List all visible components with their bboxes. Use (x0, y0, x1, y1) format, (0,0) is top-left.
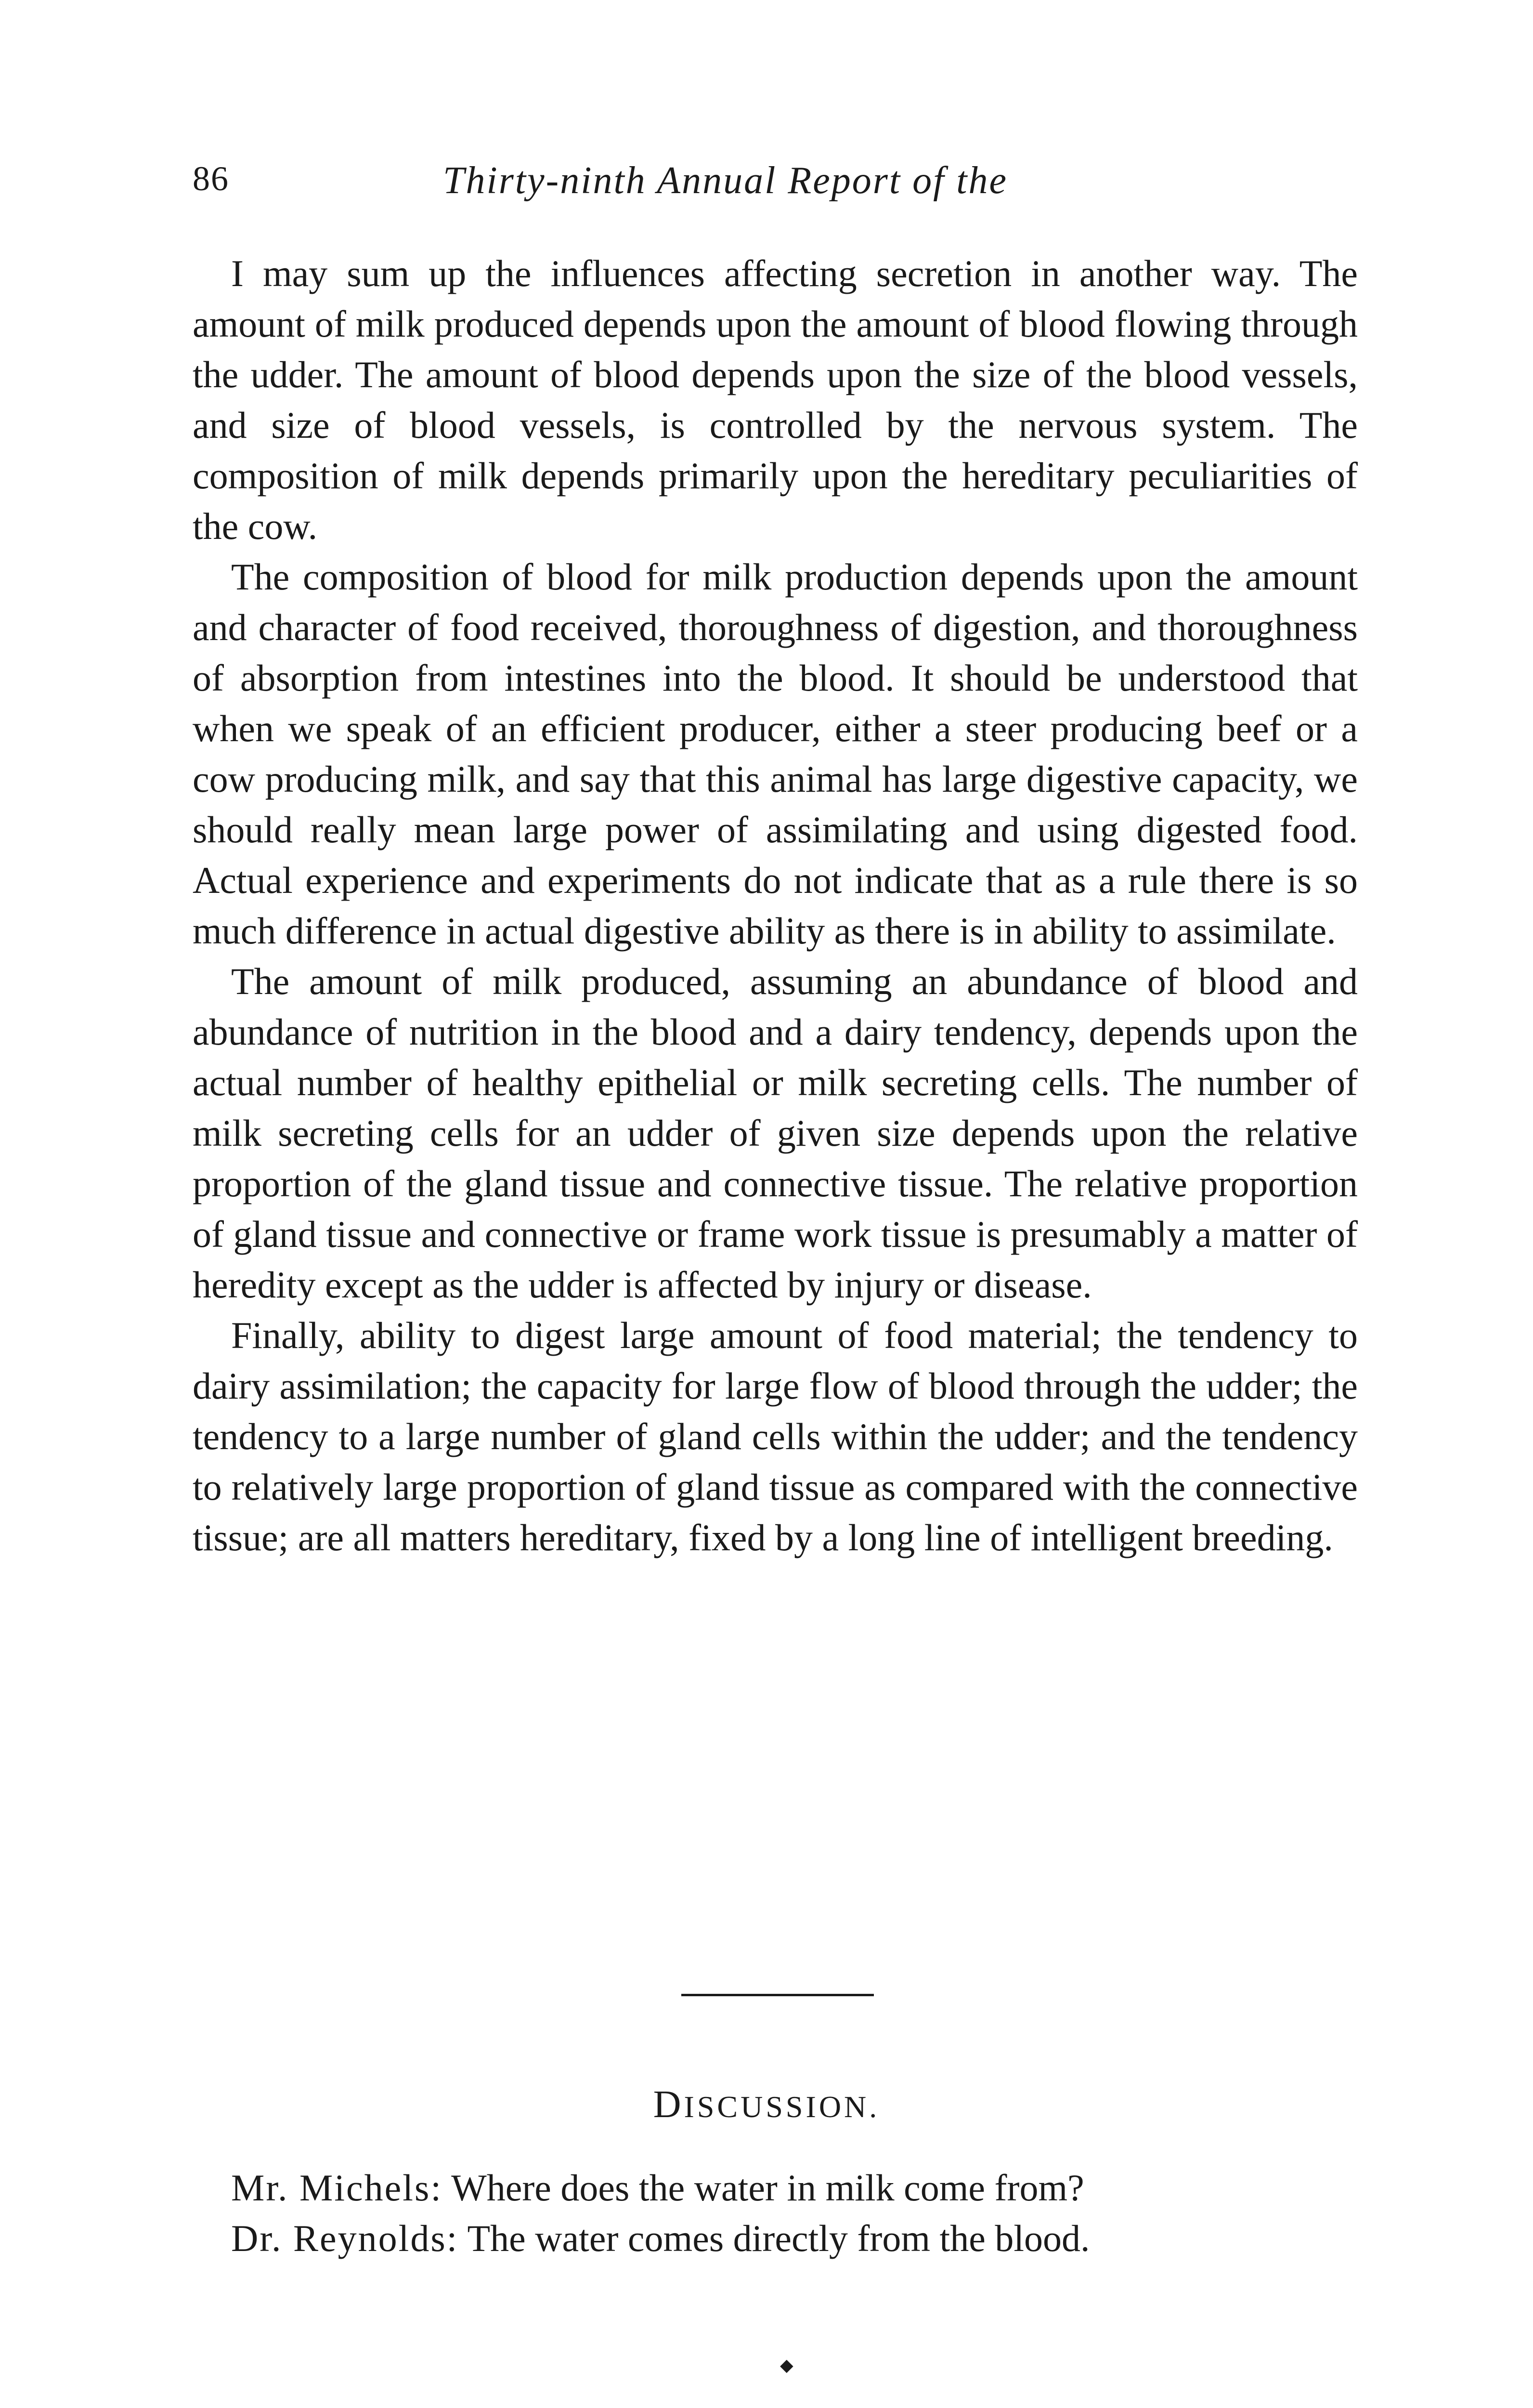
paragraph-1: I may sum up the influences affecting secretion in another way. The amount of milk produced depends upon the amount of blood flowing through the udder. The amount of blood depends upon the size of the blood vessels, and size of blood vessels, is controlled by the nervous system. The composition of milk depends primarily upon the hereditary peculiarities of the cow. (193, 252, 1358, 547)
speaker-name: Dr. Reynolds: (231, 2217, 459, 2259)
paragraph-4: Finally, ability to digest large amount of food material; the tendency to dairy assimilation; the capacity for large flow of blood through the udder; the tendency to a large number of gland cells within the udder; and the tendency to relatively large proportion of gland tissue as compared with the connective tissue; are all matters hereditary, fixed by a long line of intelligent breeding. (193, 1314, 1358, 1558)
discussion-dialogue (193, 2162, 1358, 2264)
speaker-name: Mr. Michels: (231, 2167, 442, 2209)
section-divider (681, 1994, 874, 1996)
printer-mark: ◆ (780, 2356, 793, 2375)
dialogue-line (193, 2162, 1358, 2213)
page-header (193, 154, 1358, 217)
paragraph-3: The amount of milk produced, assuming an abundance of blood and abundance of nutrition in the blood and a dairy tendency, depends upon the actual number of healthy epithelial or milk secreting cells. The number of milk secreting cells for an udder of given size depends upon the relative proportion of the gland tissue and connective tissue. The relative proportion of gland tissue and connective or frame work tissue is presumably a matter of heredity except as the udder is affected by injury or disease. (193, 960, 1358, 1306)
discussion-heading (0, 2083, 1533, 2127)
dialogue-text: Where does the water in milk come from? (451, 2167, 1084, 2209)
body-text (193, 248, 1358, 1563)
page-number: 86 (193, 159, 229, 198)
dialogue-text: The water comes directly from the blood. (467, 2217, 1090, 2259)
discussion-heading-initial: D (653, 2083, 684, 2126)
discussion-heading-rest: ISCUSSION. (684, 2090, 880, 2124)
paragraph-2: The composition of blood for milk production depends upon the amount and character of food received, thoroughness of digestion, and thoroughness of absorption from intestines into the blood. It should be understood that when we speak of an efficient producer, either a steer producing beef or a cow producing milk, and say that this animal has large digestive capacity, we should really mean large power of assimilating and using digested food. Actual experience and experiments do not indicate that as a rule there is so much difference in actual digestive ability as there is in ability to assimilate. (193, 556, 1358, 952)
dialogue-line (193, 2213, 1358, 2264)
running-title: Thirty-ninth Annual Report of the (443, 159, 1008, 202)
